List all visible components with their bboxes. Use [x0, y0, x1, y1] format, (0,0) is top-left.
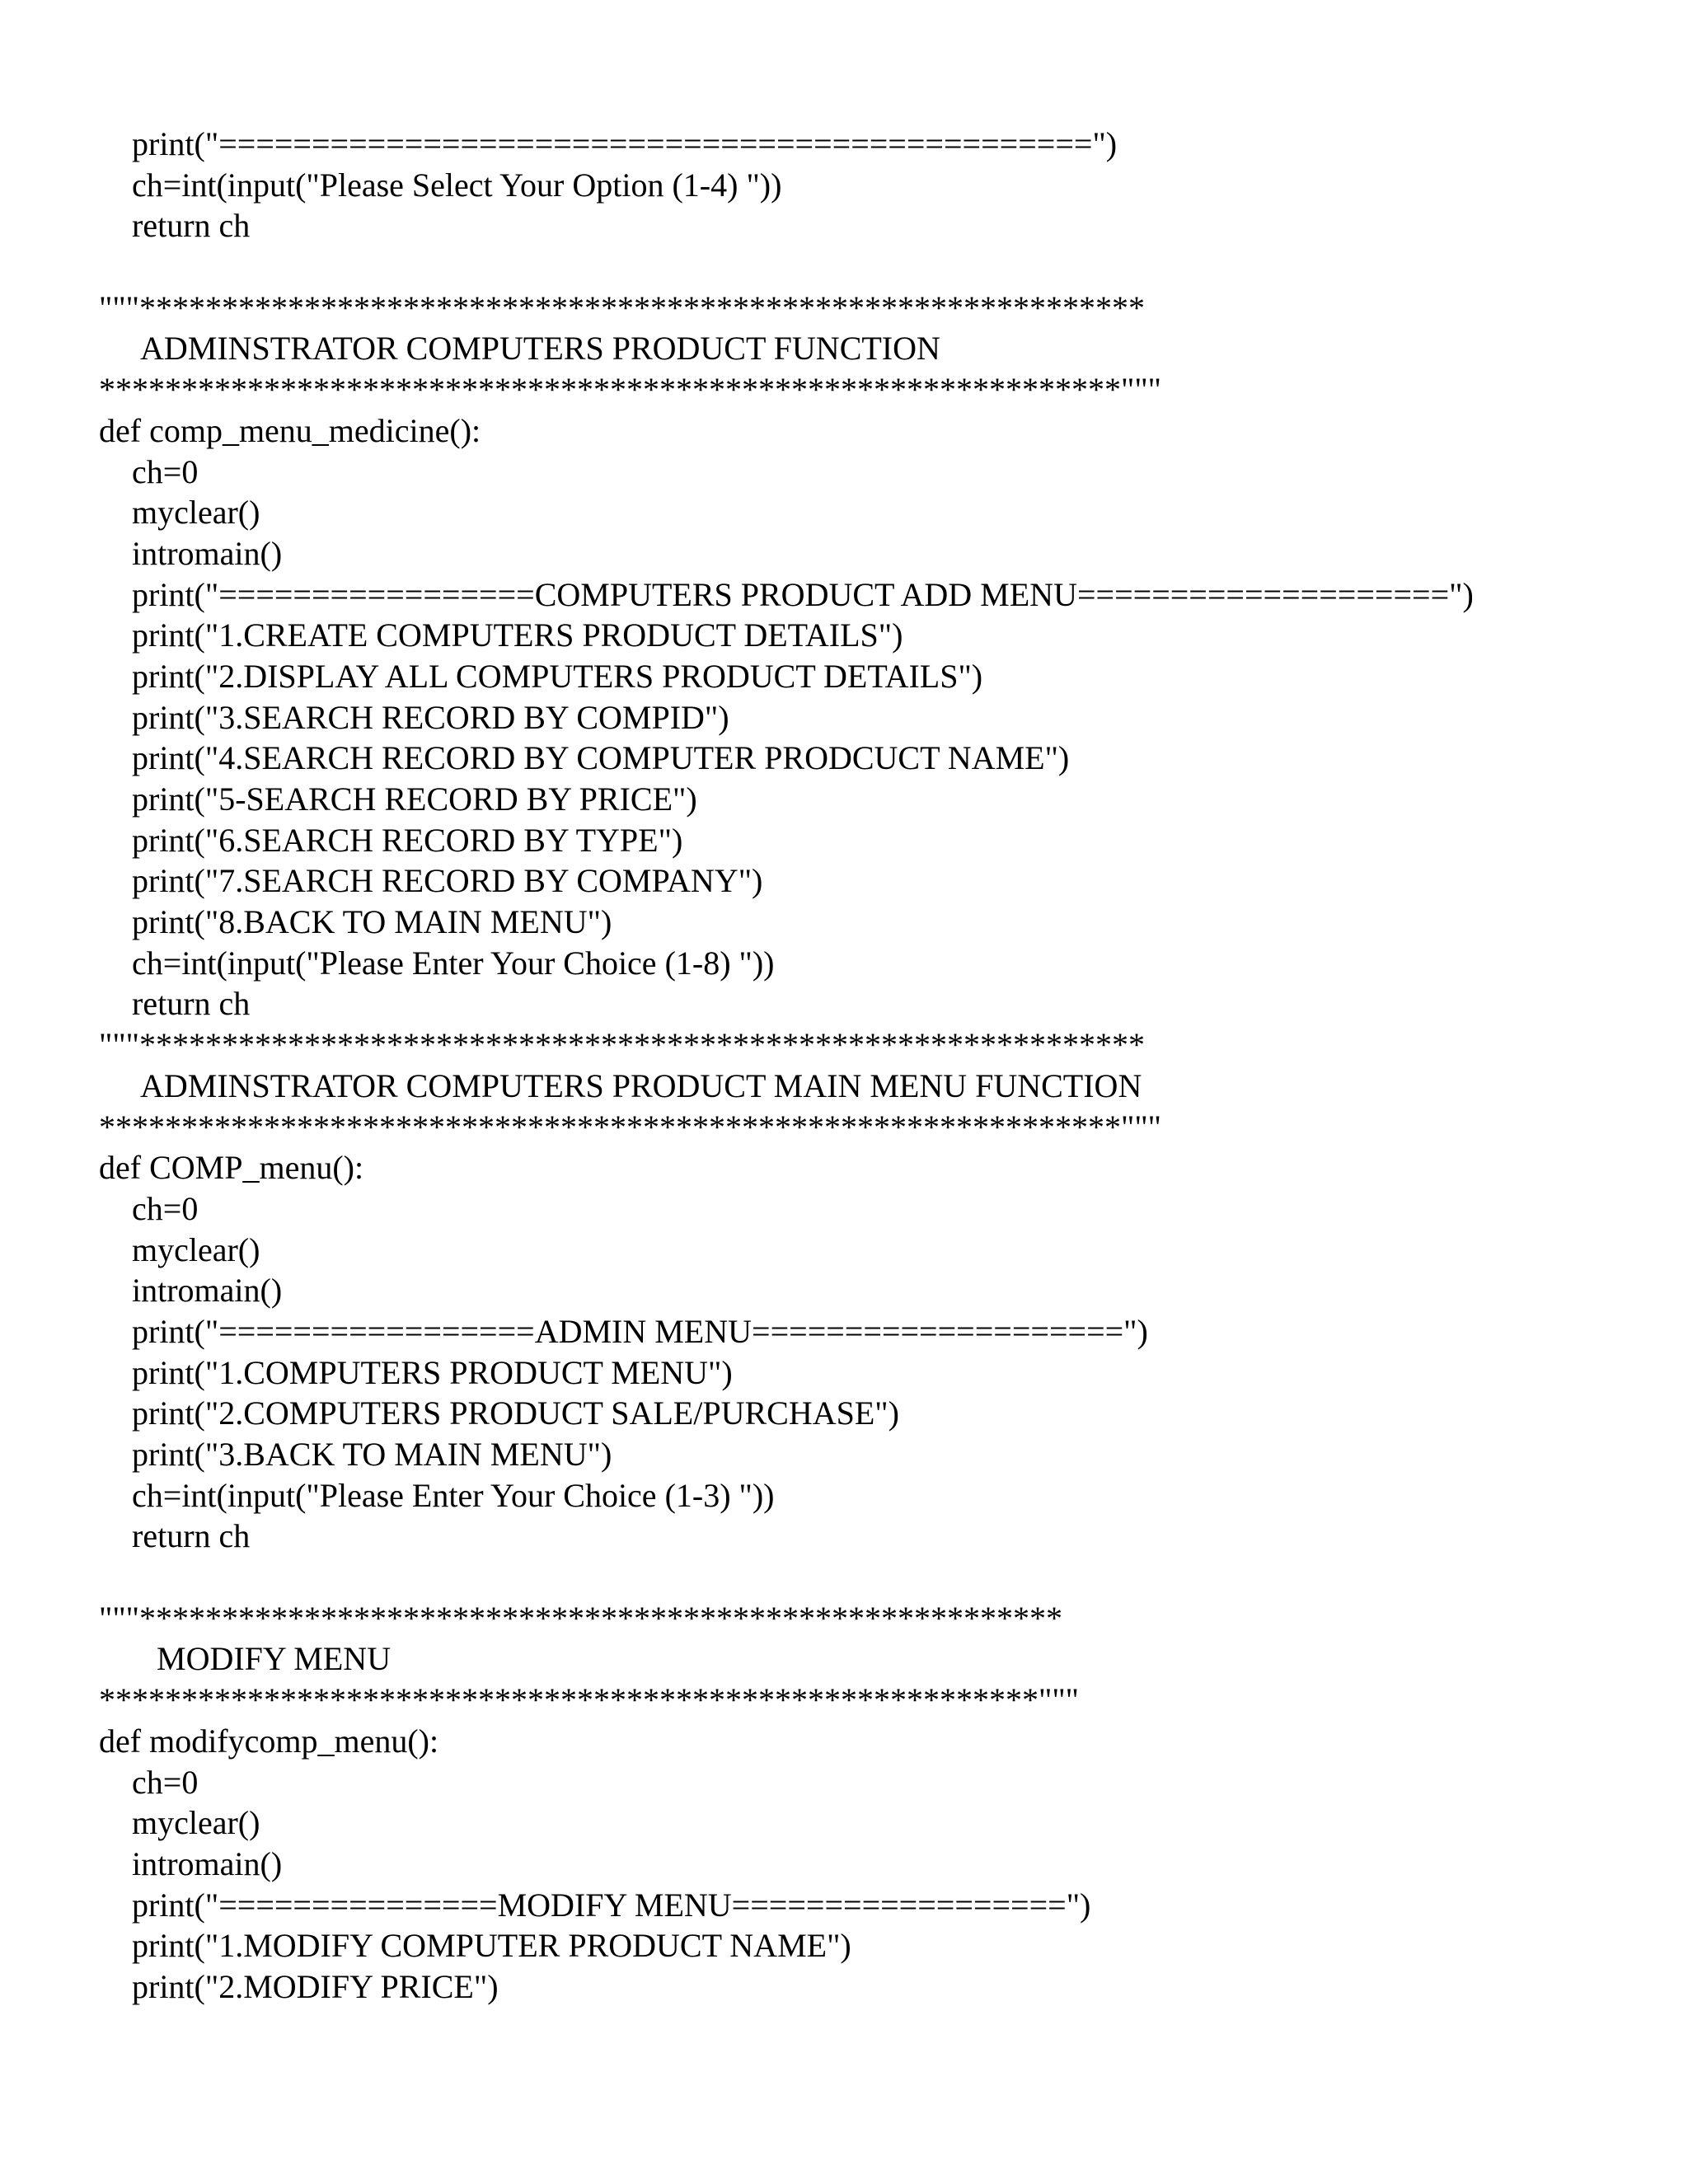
code-line: ch=int(input("Please Select Your Option (1-4) ")) [132, 166, 782, 204]
comment-border: """******************************************************** [99, 1599, 1062, 1637]
code-line: intromain() [132, 1844, 283, 1882]
code-line: print("7.SEARCH RECORD BY COMPANY") [132, 862, 763, 900]
code-line: print("5-SEARCH RECORD BY PRICE") [132, 780, 697, 818]
comment-border: """************************************************************* [99, 1026, 1145, 1064]
code-line: print("3.SEARCH RECORD BY COMPID") [132, 698, 729, 736]
code-line: print("1.CREATE COMPUTERS PRODUCT DETAILS") [132, 616, 903, 654]
comment-border: **************************************************************""" [99, 371, 1161, 409]
comment-border: *********************************************************""" [99, 1681, 1079, 1719]
code-line: print("2.DISPLAY ALL COMPUTERS PRODUCT DETAILS") [132, 657, 983, 695]
section-heading: MODIFY MENU [157, 1640, 392, 1678]
function-definition: def COMP_menu(): [99, 1149, 364, 1187]
code-line: intromain() [132, 534, 283, 572]
comment-border: """************************************************************* [99, 288, 1145, 326]
blank-line [99, 1557, 1648, 1598]
code-line: print("===============================================") [132, 125, 1118, 162]
code-line: ch=0 [132, 1763, 199, 1801]
code-line: myclear() [132, 494, 260, 532]
section-heading: ADMINSTRATOR COMPUTERS PRODUCT FUNCTION [140, 330, 940, 368]
code-line: ch=int(input("Please Enter Your Choice (1-3) ")) [132, 1476, 775, 1514]
code-line: print("1.MODIFY COMPUTER PRODUCT NAME") [132, 1927, 851, 1965]
blank-line [99, 246, 1648, 288]
code-line: ch=0 [132, 1189, 199, 1227]
code-line: print("3.BACK TO MAIN MENU") [132, 1436, 612, 1473]
code-line: print("6.SEARCH RECORD BY TYPE") [132, 821, 683, 859]
comment-border: **************************************************************""" [99, 1108, 1161, 1146]
code-line: ch=int(input("Please Enter Your Choice (1-8) ")) [132, 944, 775, 982]
code-line: print("=================COMPUTERS PRODUCT ADD MENU====================") [132, 575, 1474, 613]
code-line: print("4.SEARCH RECORD BY COMPUTER PRODCUCT NAME") [132, 739, 1070, 777]
code-line: print("=================ADMIN MENU====================") [132, 1312, 1148, 1350]
code-line: myclear() [132, 1230, 260, 1268]
code-line: print("1.COMPUTERS PRODUCT MENU") [132, 1353, 733, 1391]
function-definition: def comp_menu_medicine(): [99, 411, 481, 449]
section-heading: ADMINSTRATOR COMPUTERS PRODUCT MAIN MENU FUNCTION [140, 1066, 1142, 1104]
code-line: return ch [132, 985, 251, 1023]
code-line: return ch [132, 1517, 251, 1555]
code-line: print("===============MODIFY MENU==================") [132, 1886, 1091, 1924]
code-line: print("8.BACK TO MAIN MENU") [132, 903, 612, 941]
code-listing [99, 124, 1648, 2008]
code-line: ch=0 [132, 452, 199, 490]
code-line: print("2.COMPUTERS PRODUCT SALE/PURCHASE") [132, 1394, 899, 1432]
code-line: print("2.MODIFY PRICE") [132, 1967, 499, 2005]
code-line: intromain() [132, 1272, 283, 1310]
code-line: myclear() [132, 1804, 260, 1842]
function-definition: def modifycomp_menu(): [99, 1722, 439, 1760]
code-line: return ch [132, 207, 251, 245]
